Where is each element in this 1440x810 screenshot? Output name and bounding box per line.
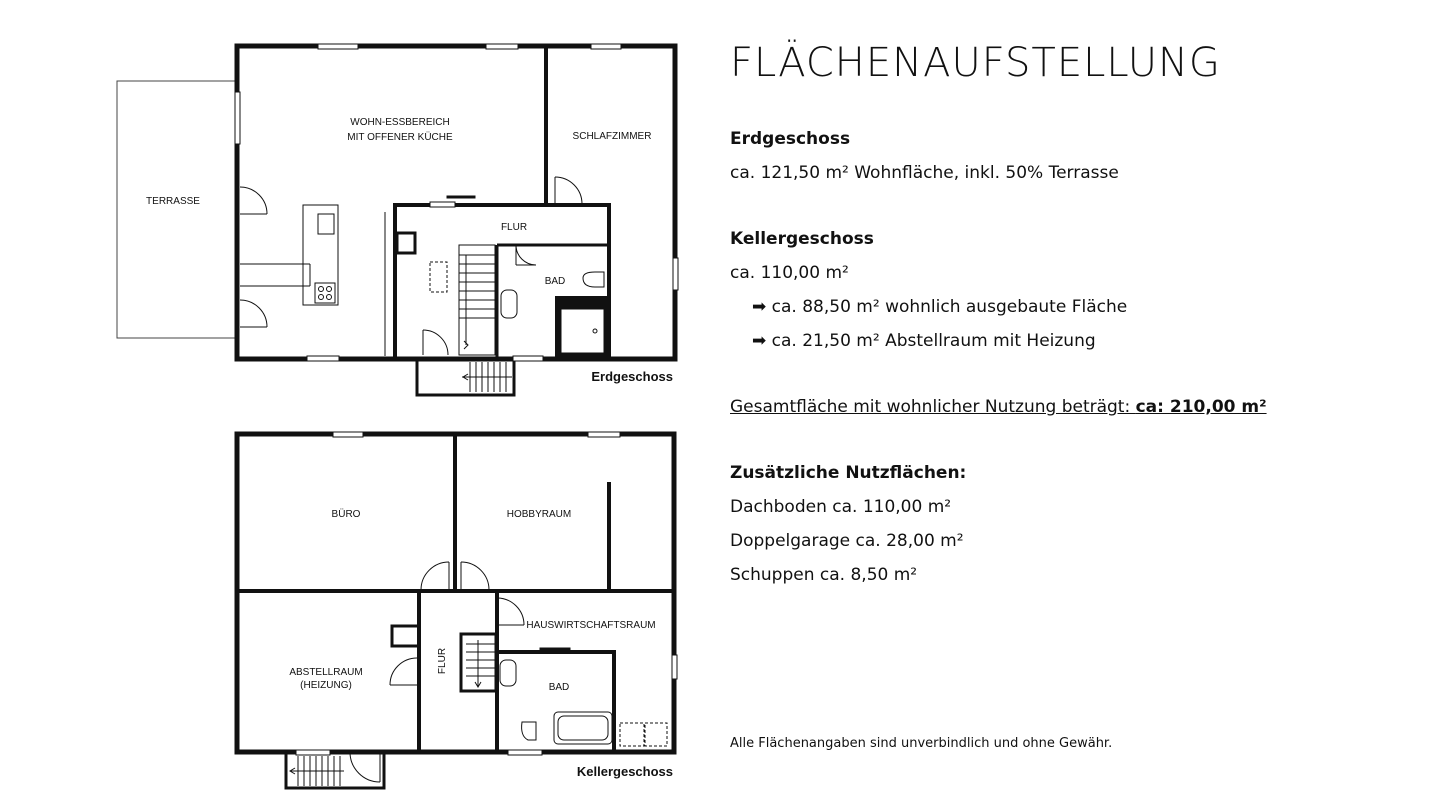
room-label-abstell-1: ABSTELLRAUM bbox=[289, 667, 363, 678]
floor-plans bbox=[0, 0, 700, 810]
room-label-bad-eg: BAD bbox=[544, 276, 566, 287]
room-label-flur-eg: FLUR bbox=[500, 222, 528, 233]
room-label-buero: BÜRO bbox=[331, 509, 361, 520]
kitchen-island bbox=[303, 205, 338, 305]
erdgeschoss-heading: Erdgeschoss bbox=[730, 129, 851, 149]
room-label-terrasse: TERRASSE bbox=[146, 196, 200, 207]
kellergeschoss-heading: Kellergeschoss bbox=[730, 229, 874, 249]
total-area-prefix: Gesamtfläche mit wohnlicher Nutzung beträgt: bbox=[730, 397, 1136, 417]
kellergeschoss-item-abstellraum: ➡ ca. 21,50 m² Abstellraum mit Heizung bbox=[752, 331, 1096, 351]
room-label-hauswirtschaftsraum: HAUSWIRTSCHAFTSRAUM bbox=[526, 620, 656, 631]
room-label-abstell-2: (HEIZUNG) bbox=[300, 680, 352, 691]
floor-label-kellergeschoss: Kellergeschoss bbox=[576, 764, 673, 779]
room-label-hobbyraum: HOBBYRAUM bbox=[506, 509, 572, 520]
basement-entry-stairs bbox=[286, 752, 384, 788]
ground-floor-plan bbox=[117, 44, 678, 395]
extra-area-doppelgarage: Doppelgarage ca. 28,00 m² bbox=[730, 531, 964, 551]
kellergeschoss-item-wohnlich: ➡ ca. 88,50 m² wohnlich ausgebaute Fläche bbox=[752, 297, 1128, 317]
room-label-schlafzimmer: SCHLAFZIMMER bbox=[572, 131, 652, 142]
room-label-wohn-1: WOHN-ESSBEREICH bbox=[350, 117, 450, 128]
total-area-value: ca: 210,00 m² bbox=[1135, 397, 1267, 417]
basement-bathtub bbox=[554, 712, 612, 744]
room-label-flur-kg: FLUR bbox=[437, 647, 448, 675]
kellergeschoss-area: ca. 110,00 m² bbox=[730, 263, 849, 283]
disclaimer: Alle Flächenangaben sind unverbindlich und ohne Gewähr. bbox=[730, 736, 1113, 751]
room-label-bad-kg: BAD bbox=[548, 682, 570, 693]
extra-area-dachboden: Dachboden ca. 110,00 m² bbox=[730, 497, 952, 517]
floor-label-erdgeschoss: Erdgeschoss bbox=[591, 369, 673, 384]
extra-areas-heading: Zusätzliche Nutzflächen: bbox=[730, 463, 967, 483]
erdgeschoss-area: ca. 121,50 m² Wohnfläche, inkl. 50% Terrasse bbox=[730, 163, 1119, 183]
ground-shower bbox=[561, 309, 604, 353]
summary-title: FLÄCHENAUFSTELLUNG bbox=[730, 40, 1221, 86]
area-summary bbox=[730, 40, 1420, 592]
total-area bbox=[730, 390, 1420, 424]
terrace-area bbox=[117, 81, 237, 338]
extra-area-schuppen: Schuppen ca. 8,50 m² bbox=[730, 565, 918, 585]
room-label-wohn-2: MIT OFFENER KÜCHE bbox=[347, 132, 453, 143]
basement-plan bbox=[237, 432, 677, 788]
